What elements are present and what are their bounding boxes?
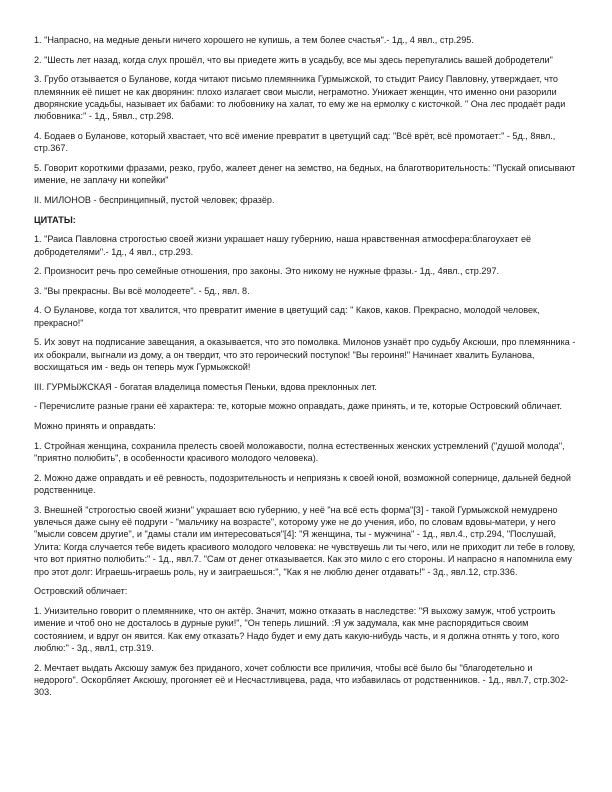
milonov-item-4: 4. О Буланове, когда тот хвалится, что превратит имение в цветущий сад: " Каков, каков. Прекрасно, молодой человек, прекрасно!" xyxy=(34,305,540,328)
section-milonov: II. МИЛОНОВ - беспринципный, пустой человек; фразёр. xyxy=(34,195,275,205)
denounce-item-1: 1. Унизительно говорит о племяннике, что он актёр. Значит, можно отказать в наследстве: "Я выхожу замуж, чтоб устроить имение и чтоб оно не досталось в дурные руки!", "Он теперь лишний. :Я уж задумала, как мне распорядиться своим состоянием, и вдруг он явится. Как ему отказать? Надо будет и ему дать какую-нибудь часть, и я должна отнять у того, кого люблю:" - 3д., явл1, стр.319. xyxy=(34,605,560,653)
subsection-accept: Можно принять и оправдать: xyxy=(34,420,156,431)
accept-item-2: 2. Можно даже оправдать и её ревность, подозрительность и неприязнь к своей юной, возможной сопернице, дальней бедной родственнице. xyxy=(34,472,572,495)
document-page xyxy=(34,34,576,706)
accept-item-3: 3. Внешней "строгостью своей жизни" украшает всю губернию, у неё "на всё есть форма"[3] - такой Гурмыжской немудрено увлечься даже сыну её подруги - "мальчику на возрасте", которому уже не до учения, ибо, по словам вдовы-матери, у него "мысли совсем другие", и "дамы стали им интересоваться"[4]: "Я женщина, ты - мужчина" - 1д., явл.4., стр.294, "Послушай, Улита: Когда случается тебе видеть красивого молодого человека: не чувствуешь ли ты чего, или не приходит ли тебе в голову, что вот приятно полюбить:" - 1д., явл.7. "Сам от денег отказывается. Как это мило с его стороны. И напрасно я напомнила ему про этот долг: Играешь-играешь роль, ну и заиграешься:", "Как я не люблю денег отдавать!" - 3д., явл.12, стр.336. xyxy=(34,504,576,577)
quote-item-4: 4. Бодаев о Буланове, который хвастает, что всё имение превратит в цветущий сад: "Всё врёт, всё промотает:" - 5д., 8явл., стр.367. xyxy=(34,131,556,154)
quote-item-3: 3. Грубо отзывается о Буланове, когда читают письмо племянника Гурмыжской, то стыдит Раису Павловну, утверждает, что племянник её пишет не как дворянин: плохо излагает свои мысли, неграмотно. Унижает женщин, что именно они разорили дворянские усадьбы, называет их бабами: то любовнику на халат, то ему же на ермолку с кисточкой. " Она лес продаёт ради любовника:" - 1д., 5явл., стр.298. xyxy=(34,74,566,122)
quote-item-2: 2. "Шесть лет назад, когда слух прошёл, что вы приедете жить в усадьбу, все мы здесь перепугались вашей добродетели" xyxy=(34,54,553,65)
citations-heading: ЦИТАТЫ: xyxy=(34,214,76,225)
quote-item-5: 5. Говорит короткими фразами, резко, грубо, жалеет денег на земство, на бедных, на благотворительность: "Пускай описывают имение, не заплачу ни копейки" xyxy=(34,163,576,186)
milonov-item-5: 5. Их зовут на подписание завещания, а оказывается, что это помолвка. Милонов узнаёт про судьбу Аксюши, про племянника - их обокрали, выгнали из дому, а он твердит, что это героический поступок! "Вы героиня!" Начинает хвалить Буланова, восхищаться им - ведь он теперь муж Гурмыжской! xyxy=(34,337,576,373)
milonov-item-3: 3. "Вы прекрасны. Вы всё молодеете". - 5д., явл. 8. xyxy=(34,285,250,296)
denounce-item-2: 2. Мечтает выдать Аксюшу замуж без приданого, хочет соблюсти все приличия, чтобы всё было бы "благодетельно и недорого". Оскорбляет Аксюшу, прогоняет её и Несчастливцева, рада, что избавилась от родственников. - 1д., явл.7, стр.302-303. xyxy=(34,662,569,698)
milonov-item-2: 2. Произносит речь про семейные отношения, про законы. Это никому не нужные фразы.- 1д., 4явл., стр.297. xyxy=(34,266,500,277)
gurmyzhskaya-intro: - Перечислите разные грани её характера: те, которые можно оправдать, даже принять, и те, которые Островский обличает. xyxy=(34,401,562,412)
quote-item-1: 1. "Напрасно, на медные деньги ничего хорошего не купишь, а тем более счастья".- 1д., 4 явл., стр.295. xyxy=(34,35,474,45)
milonov-item-1: 1. "Раиса Павловна строгостью своей жизни украшает нашу губернию, наша нравственная атмосфера:благоухает её добродетелями".- 1д., 4 явл., стр.293. xyxy=(34,234,532,257)
subsection-denounce: Островский обличает: xyxy=(34,586,128,597)
section-gurmyzhskaya: III. ГУРМЫЖСКАЯ - богатая владелица поместья Пеньки, вдова преклонных лет. xyxy=(34,381,377,392)
accept-item-1: 1. Стройная женщина, сохранила прелесть своей моложавости, полна естественных женских устремлений ("душой молода", "приятно полюбить", в особенности красивого молодого человека). xyxy=(34,440,565,463)
